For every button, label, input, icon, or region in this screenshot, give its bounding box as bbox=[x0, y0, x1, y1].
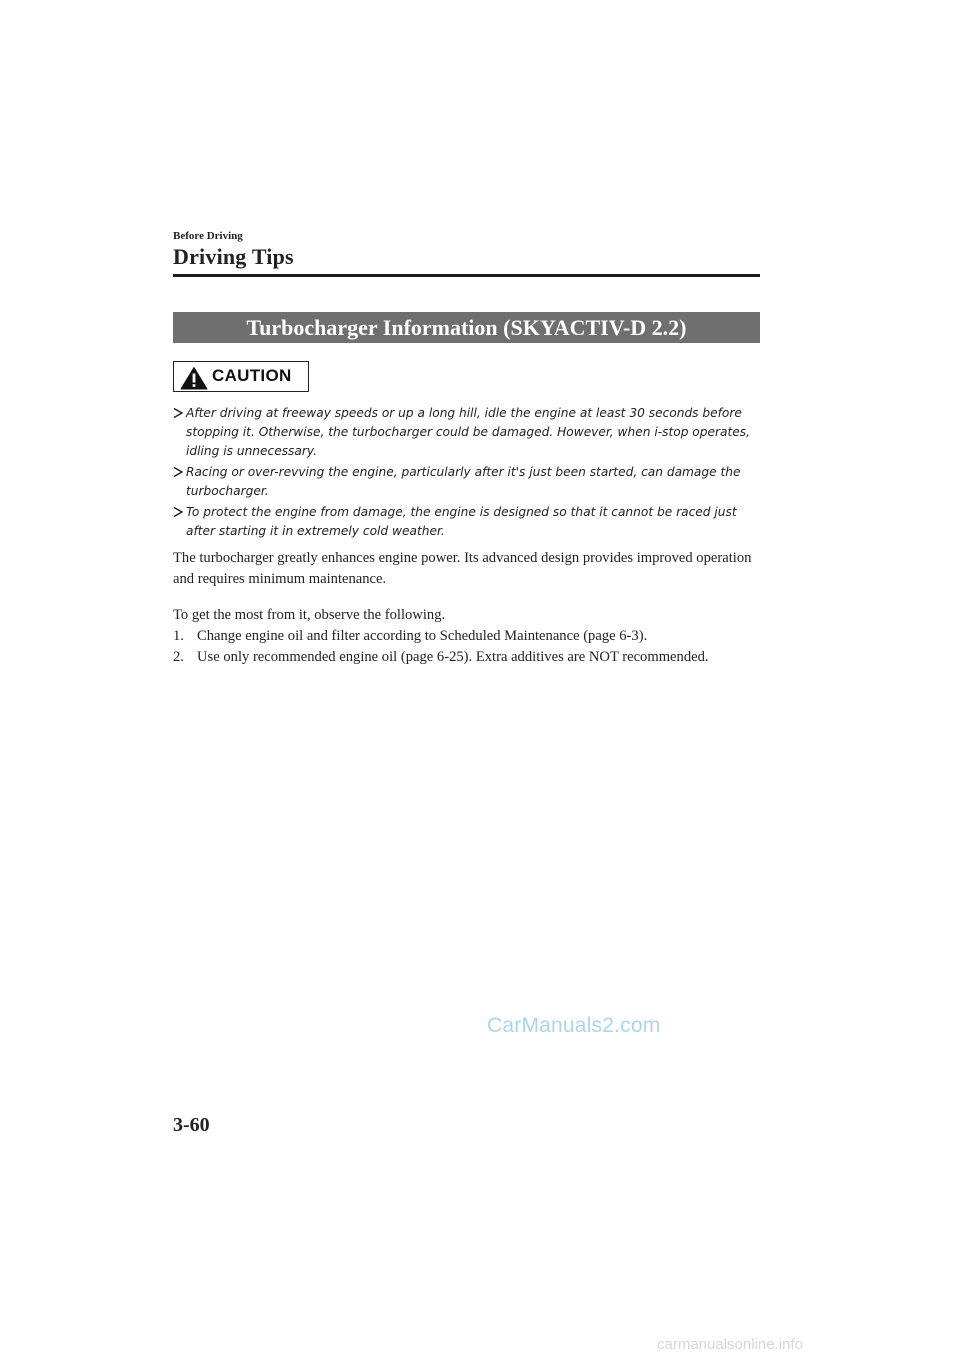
caution-item bbox=[173, 463, 763, 501]
step-item bbox=[173, 647, 773, 668]
caution-badge bbox=[173, 361, 309, 392]
caution-item-text: To protect the engine from damage, the engine is designed so that it cannot be raced just after starting it in extremely cold weather. bbox=[186, 505, 737, 538]
watermark: CarManuals2.com bbox=[487, 1014, 661, 1037]
body-paragraph: The turbocharger greatly enhances engine power. Its advanced design provides improved operation and requires minimum maintenance. bbox=[173, 550, 752, 587]
caution-item bbox=[173, 503, 763, 541]
step-number: 1. bbox=[173, 628, 184, 644]
step-text: Use only recommended engine oil (page 6-25). Extra additives are NOT recommended. bbox=[197, 649, 709, 665]
arrow-bullet-icon bbox=[173, 408, 183, 418]
caution-item bbox=[173, 404, 763, 461]
arrow-bullet-icon bbox=[173, 507, 183, 517]
caution-item-text: After driving at freeway speeds or up a long hill, idle the engine at least 30 seconds before stopping it. Otherwise, the turbocharger could be damaged. However, when i-stop operates, idling is unnecessary. bbox=[186, 406, 750, 458]
footer-site-link[interactable]: carmanualsonline.info bbox=[657, 1336, 803, 1353]
chapter-rule bbox=[173, 274, 760, 277]
arrow-bullet-icon bbox=[173, 467, 183, 477]
warning-triangle-icon bbox=[180, 366, 208, 390]
chapter-title: Driving Tips bbox=[173, 244, 294, 269]
page-number: 3-60 bbox=[173, 1114, 210, 1136]
caution-label: CAUTION bbox=[212, 366, 292, 385]
caution-item-text: Racing or over-revving the engine, particularly after it's just been started, can damage the turbocharger. bbox=[186, 465, 741, 498]
step-number: 2. bbox=[173, 649, 184, 665]
step-item bbox=[173, 626, 773, 647]
steps-list bbox=[173, 626, 773, 668]
topic-banner: Turbocharger Information (SKYACTIV-D 2.2) bbox=[173, 312, 760, 343]
body-paragraph: To get the most from it, observe the following. bbox=[173, 607, 446, 623]
section-label: Before Driving bbox=[173, 230, 243, 242]
step-text: Change engine oil and filter according to Scheduled Maintenance (page 6-3). bbox=[197, 628, 648, 644]
caution-list bbox=[173, 404, 763, 543]
